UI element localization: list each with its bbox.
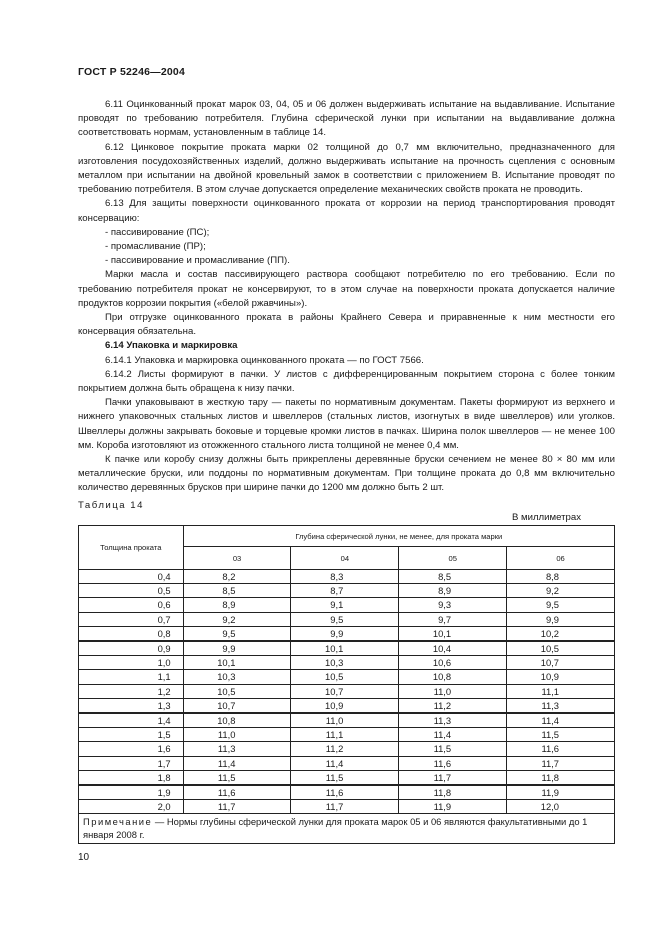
depth-cell: 11,3 bbox=[399, 713, 507, 728]
depth-cell: 11,4 bbox=[399, 728, 507, 742]
thickness-cell: 1,2 bbox=[79, 684, 184, 698]
depth-cell: 11,5 bbox=[183, 770, 291, 785]
thickness-cell: 1,4 bbox=[79, 713, 184, 728]
depth-cell: 10,5 bbox=[183, 684, 291, 698]
table-note bbox=[79, 814, 615, 844]
depth-cell: 10,8 bbox=[399, 670, 507, 684]
table-row bbox=[79, 684, 615, 698]
depth-cell: 10,5 bbox=[291, 670, 399, 684]
table-14 bbox=[78, 525, 615, 844]
grade-header: 06 bbox=[507, 547, 615, 570]
paragraph: 6.13 Для защиты поверхности оцинкованного проката от коррозии на период транспортирования проводят консервацию: bbox=[78, 198, 615, 224]
depth-cell: 11,5 bbox=[399, 742, 507, 756]
depth-cell: 11,1 bbox=[507, 684, 615, 698]
depth-cell: 10,9 bbox=[291, 698, 399, 713]
note-label: Примечание bbox=[83, 816, 153, 828]
depth-cell: 10,3 bbox=[183, 670, 291, 684]
depth-cell: 11,2 bbox=[291, 742, 399, 756]
document-header: ГОСТ Р 52246—2004 bbox=[78, 66, 186, 78]
depth-cell: 11,2 bbox=[399, 698, 507, 713]
depth-cell: 10,1 bbox=[291, 641, 399, 656]
paragraph: - пассивирование и промасливание (ПП). bbox=[105, 255, 290, 267]
table-row bbox=[79, 570, 615, 584]
depth-cell: 11,6 bbox=[399, 756, 507, 770]
table-row bbox=[79, 742, 615, 756]
thickness-cell: 0,7 bbox=[79, 612, 184, 626]
thickness-cell: 0,8 bbox=[79, 626, 184, 641]
paragraph: - пассивирование (ПС); bbox=[105, 226, 210, 238]
depth-cell: 11,6 bbox=[507, 742, 615, 756]
thickness-cell: 1,9 bbox=[79, 785, 184, 800]
depth-cell: 10,7 bbox=[507, 656, 615, 670]
table-row bbox=[79, 641, 615, 656]
depth-cell: 10,4 bbox=[399, 641, 507, 656]
depth-cell: 11,6 bbox=[291, 785, 399, 800]
thickness-cell: 1,8 bbox=[79, 770, 184, 785]
grade-header: 04 bbox=[291, 547, 399, 570]
thickness-cell: 2,0 bbox=[79, 800, 184, 814]
depth-cell: 9,9 bbox=[183, 641, 291, 656]
depth-cell: 8,5 bbox=[183, 584, 291, 598]
depth-cell: 11,3 bbox=[183, 742, 291, 756]
depth-cell: 11,7 bbox=[183, 800, 291, 814]
grade-header: 05 bbox=[399, 547, 507, 570]
table-row bbox=[79, 698, 615, 713]
depth-cell: 11,5 bbox=[291, 770, 399, 785]
thickness-cell: 1,1 bbox=[79, 670, 184, 684]
depth-cell: 10,7 bbox=[291, 684, 399, 698]
depth-cell: 11,8 bbox=[399, 785, 507, 800]
table-row bbox=[79, 612, 615, 626]
table-row bbox=[79, 656, 615, 670]
depth-cell: 11,7 bbox=[399, 770, 507, 785]
depth-cell: 11,1 bbox=[291, 728, 399, 742]
depth-cell: 11,7 bbox=[507, 756, 615, 770]
depth-cell: 10,5 bbox=[507, 641, 615, 656]
depth-cell: 11,0 bbox=[399, 684, 507, 698]
depth-cell: 9,5 bbox=[507, 598, 615, 612]
table-row bbox=[79, 728, 615, 742]
paragraph: 6.11 Оцинкованный прокат марок 03, 04, 05 и 06 должен выдерживать испытание на выдавливание. Испытание проводят по требованию потребителя. Глубина сферической лунки при испытании на выдавливание должна соответствовать нормам, установленным в таблице 14. bbox=[78, 99, 615, 139]
depth-cell: 11,0 bbox=[291, 713, 399, 728]
thickness-cell: 1,7 bbox=[79, 756, 184, 770]
thickness-cell: 0,6 bbox=[79, 598, 184, 612]
depth-cell: 10,6 bbox=[399, 656, 507, 670]
depth-cell: 11,5 bbox=[507, 728, 615, 742]
body-text bbox=[78, 98, 615, 496]
depth-cell: 10,7 bbox=[183, 698, 291, 713]
paragraph: К пачке или коробу снизу должны быть прикреплены деревянные бруски сечением не менее 80 × 80 мм или металлические бруски, или поддоны по нормативным документам. При толщине проката до 0,8 мм включительно количество деревянных брусков при ширине пачки до 1200 мм должно быть 2 шт. bbox=[78, 454, 615, 494]
table-row bbox=[79, 670, 615, 684]
depth-cell: 8,5 bbox=[399, 570, 507, 584]
table-row bbox=[79, 800, 615, 814]
depth-cell: 11,9 bbox=[507, 785, 615, 800]
depth-cell: 11,9 bbox=[399, 800, 507, 814]
depth-cell: 8,8 bbox=[507, 570, 615, 584]
depth-cell: 11,3 bbox=[507, 698, 615, 713]
thickness-cell: 1,5 bbox=[79, 728, 184, 742]
depth-cell: 11,4 bbox=[291, 756, 399, 770]
paragraph: 6.14.1 Упаковка и маркировка оцинкованного проката — по ГОСТ 7566. bbox=[105, 354, 424, 366]
depth-cell: 11,6 bbox=[183, 785, 291, 800]
depth-cell: 9,9 bbox=[507, 612, 615, 626]
depth-cell: 10,8 bbox=[183, 713, 291, 728]
table-row bbox=[79, 785, 615, 800]
thickness-cell: 1,3 bbox=[79, 698, 184, 713]
depth-cell: 10,3 bbox=[291, 656, 399, 670]
depth-cell: 9,3 bbox=[399, 598, 507, 612]
thickness-cell: 1,0 bbox=[79, 656, 184, 670]
depth-cell: 8,3 bbox=[291, 570, 399, 584]
depth-cell: 9,2 bbox=[183, 612, 291, 626]
paragraph: - промасливание (ПР); bbox=[105, 241, 206, 253]
depth-cell: 11,4 bbox=[183, 756, 291, 770]
thickness-cell: 0,5 bbox=[79, 584, 184, 598]
paragraph: При отгрузке оцинкованного проката в районы Крайнего Севера и приравненные к ним местности его консервация обязательна. bbox=[78, 312, 615, 338]
depth-cell: 9,2 bbox=[507, 584, 615, 598]
table-row bbox=[79, 770, 615, 785]
paragraph: Марки масла и состав пассивирующего раствора сообщают потребителю по его требованию. Если по требованию потребителя прокат не консервируют, то в этом случае на поверхности проката допускается наличие продуктов коррозии покрытия («белой ржавчины»). bbox=[78, 269, 615, 309]
thickness-cell: 0,4 bbox=[79, 570, 184, 584]
depth-cell: 8,9 bbox=[399, 584, 507, 598]
depth-cell: 8,7 bbox=[291, 584, 399, 598]
table-body bbox=[79, 570, 615, 814]
depth-cell: 10,9 bbox=[507, 670, 615, 684]
depth-cell: 9,5 bbox=[183, 626, 291, 641]
depth-cell: 9,5 bbox=[291, 612, 399, 626]
depth-cell: 12,0 bbox=[507, 800, 615, 814]
depth-cell: 11,8 bbox=[507, 770, 615, 785]
depth-cell: 8,9 bbox=[183, 598, 291, 612]
depth-cell: 9,9 bbox=[291, 626, 399, 641]
thickness-header: Толщина проката bbox=[79, 526, 184, 570]
note-text: — Нормы глубины сферической лунки для проката марок 05 и 06 являются факультативными до 1 января 2008 г. bbox=[83, 816, 588, 840]
depth-group-header: Глубина сферической лунки, не менее, для проката марки bbox=[183, 526, 614, 547]
table-row bbox=[79, 756, 615, 770]
grade-header: 03 bbox=[183, 547, 291, 570]
section-heading: 6.14 Упаковка и маркировка bbox=[105, 340, 238, 352]
table-row bbox=[79, 598, 615, 612]
thickness-cell: 1,6 bbox=[79, 742, 184, 756]
page-number: 10 bbox=[78, 852, 90, 863]
table-row bbox=[79, 626, 615, 641]
table-row bbox=[79, 584, 615, 598]
table-row bbox=[79, 713, 615, 728]
depth-cell: 11,4 bbox=[507, 713, 615, 728]
paragraph: 6.14.2 Листы формируют в пачки. У листов с дифференцированным покрытием сторона с более тонким покрытием должна быть обращена к низу пачки. bbox=[78, 368, 615, 395]
depth-cell: 10,2 bbox=[507, 626, 615, 641]
table-units: В миллиметрах bbox=[511, 512, 581, 523]
table-caption: Таблица 14 bbox=[78, 500, 144, 511]
thickness-cell: 0,9 bbox=[79, 641, 184, 656]
depth-cell: 11,0 bbox=[183, 728, 291, 742]
depth-cell: 10,1 bbox=[399, 626, 507, 641]
depth-cell: 9,1 bbox=[291, 598, 399, 612]
depth-cell: 10,1 bbox=[183, 656, 291, 670]
paragraph: 6.12 Цинковое покрытие проката марки 02 толщиной до 0,7 мм включительно, предназначенного для изготовления посудохозяйственных изделий, должно выдерживать испытание на прочность сцепления с основным металлом при испытании на двойной кровельный замок в соответствии с приложением В. Испытание проводят по требованию потребителя. В этом случае допускается определение механических свойств проката не проводить. bbox=[78, 141, 615, 196]
depth-cell: 11,7 bbox=[291, 800, 399, 814]
depth-cell: 9,7 bbox=[399, 612, 507, 626]
depth-cell: 8,2 bbox=[183, 570, 291, 584]
paragraph: Пачки упаковывают в жесткую тару — пакеты по нормативным документам. Пакеты формируют из верхнего и нижнего упаковочных стальных листов и швеллеров (стальных листов, изогнутых в виде швеллеров) или уголков. Швеллеры должны закрывать боковые и торцевые кромки листов в пачках. Ширина полок швеллеров — не менее 100 мм. Короба изготовляют из отожженного стального листа толщиной не менее 0,4 мм. bbox=[78, 397, 615, 451]
